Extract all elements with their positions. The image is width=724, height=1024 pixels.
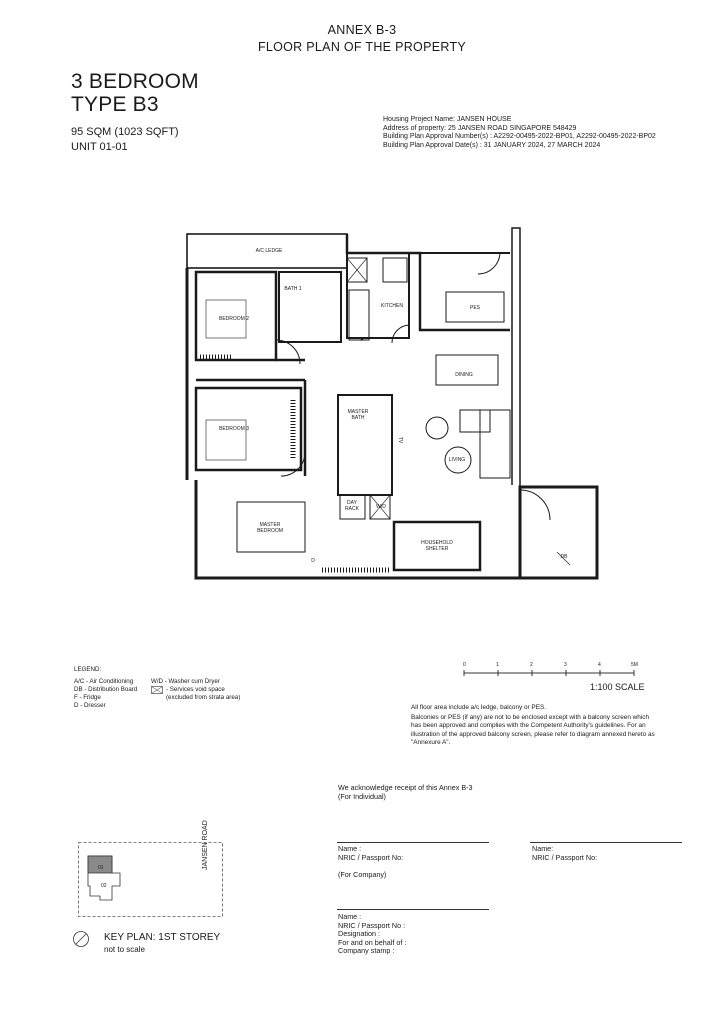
for-company-label: (For Company): [338, 870, 387, 879]
legend-ac: A/C - Air Conditioning: [74, 678, 134, 685]
room-label-bath-1: BATH 1: [284, 286, 302, 292]
room-label-fridge: F: [360, 337, 364, 343]
company-name-label: Name :: [338, 912, 362, 921]
room-label-kitchen: KITCHEN: [381, 303, 403, 309]
annex-number: ANNEX B-3: [327, 23, 397, 37]
company-nric-label: NRIC / Passport No :: [338, 920, 406, 930]
room-label-master-bedroom: MASTER BEDROOM: [257, 522, 283, 534]
scale-tick-5: 5M: [631, 662, 638, 668]
scale-tick-2: 2: [530, 662, 533, 668]
scale-tick-1: 1: [496, 662, 499, 668]
legend-fridge: F - Fridge: [74, 694, 101, 701]
note-line-4: illustration of the approved balcony screen, please refer to diagram annexed hereto as: [411, 730, 655, 738]
scale-tick-4: 4: [598, 662, 601, 668]
north-arrow-icon: [72, 930, 90, 948]
company-behalf-label: For and on behalf of :: [338, 937, 407, 947]
project-name: Housing Project Name: JANSEN HOUSE: [383, 116, 512, 123]
ack-line-2: (For Individual): [338, 792, 386, 801]
room-label-bedroom-3: BEDROOM 3: [218, 426, 250, 432]
room-label-day-rack: DAY RACK: [345, 500, 359, 512]
company-fields: [338, 913, 406, 956]
company-designation-label: Designation :: [338, 929, 380, 939]
room-label-tv: TV: [397, 436, 403, 444]
scale-bar: [463, 668, 638, 678]
individual-2-nric-label: NRIC / Passport No:: [532, 852, 598, 862]
note-line-5: "Annexure A".: [411, 738, 451, 746]
room-label-master-bath: MASTER BATH: [347, 409, 369, 421]
approval-dates: Building Plan Approval Date(s) : 31 JANUARY 2024, 27 MARCH 2024: [383, 141, 601, 149]
note-line-3: has been approved and complies with the Competent Authority's guidelines. For an: [411, 722, 646, 730]
room-label-db: DB: [560, 554, 568, 560]
note-line-2: Balconies or PES (if any) are not to be enclosed except with a balcony screen which: [411, 714, 650, 722]
room-label-ac-ledge: A/C LEDGE: [255, 248, 283, 254]
project-address: Address of property: 25 JANSEN ROAD SINGAPORE 548429: [383, 124, 577, 132]
ack-line-1: We acknowledge receipt of this Annex B-3: [338, 783, 473, 792]
legend-dresser: D - Dresser: [74, 702, 106, 709]
scale-tick-0: 0: [463, 662, 466, 668]
signature-line-individual-2[interactable]: [530, 842, 682, 843]
note-line-1: All floor area include a/c ledge, balcony or PES.: [411, 704, 546, 711]
room-label-living: LIVING: [448, 457, 466, 463]
floor-area-notes: [411, 704, 711, 747]
room-label-dresser: D: [311, 558, 315, 564]
document-title: FLOOR PLAN OF THE PROPERTY: [257, 40, 467, 54]
individual-1-fields: [338, 845, 403, 862]
individual-1-nric-label: NRIC / Passport No:: [338, 852, 404, 862]
key-plan-unit-01: 01: [98, 865, 104, 871]
approval-numbers: Building Plan Approval Number(s) : A2292-00495-2022-BP01, A2292-00495-2022-BP02: [383, 133, 656, 141]
scale-tick-3: 3: [564, 662, 567, 668]
unit-type: TYPE B3: [71, 93, 159, 116]
legend-db: DB - Distribution Board: [74, 686, 138, 693]
room-label-household-shelter: HOUSEHOLD SHELTER: [421, 540, 453, 552]
key-plan-unit-02: 02: [101, 883, 107, 889]
room-label-wd: W/D: [376, 504, 386, 510]
unit-bedrooms: 3 BEDROOM: [71, 70, 199, 93]
room-label-dining: DINING: [455, 372, 473, 378]
room-label-bedroom-2: BEDROOM 2: [218, 316, 250, 322]
signature-line-company[interactable]: [337, 909, 489, 910]
room-label-pes: PES: [469, 305, 481, 311]
legend-wd: W/D - Washer cum Dryer: [151, 678, 220, 685]
individual-1-name-label: Name :: [338, 844, 362, 853]
company-stamp-label: Company stamp :: [338, 946, 395, 956]
legend: [74, 666, 137, 710]
key-plan-road-label: JANSEN ROAD: [202, 820, 209, 870]
scale-label: 1:100 SCALE: [590, 682, 645, 692]
acknowledgement: [338, 783, 473, 801]
legend-title: LEGEND:: [74, 666, 102, 673]
individual-2-fields: [532, 845, 597, 862]
key-plan-subtitle: not to scale: [104, 945, 145, 954]
signature-line-individual-1[interactable]: [337, 842, 489, 843]
legend-void-1: - Services void space: [166, 686, 225, 693]
unit-number: UNIT 01-01: [71, 141, 128, 153]
legend-col2: [151, 678, 240, 702]
individual-2-name-label: Name:: [532, 844, 554, 853]
key-plan-title: KEY PLAN: 1ST STOREY: [104, 932, 221, 943]
legend-void-2: (excluded from strata area): [166, 694, 241, 701]
unit-area: 95 SQM (1023 SQFT): [71, 126, 179, 138]
void-space-icon: [151, 686, 163, 694]
